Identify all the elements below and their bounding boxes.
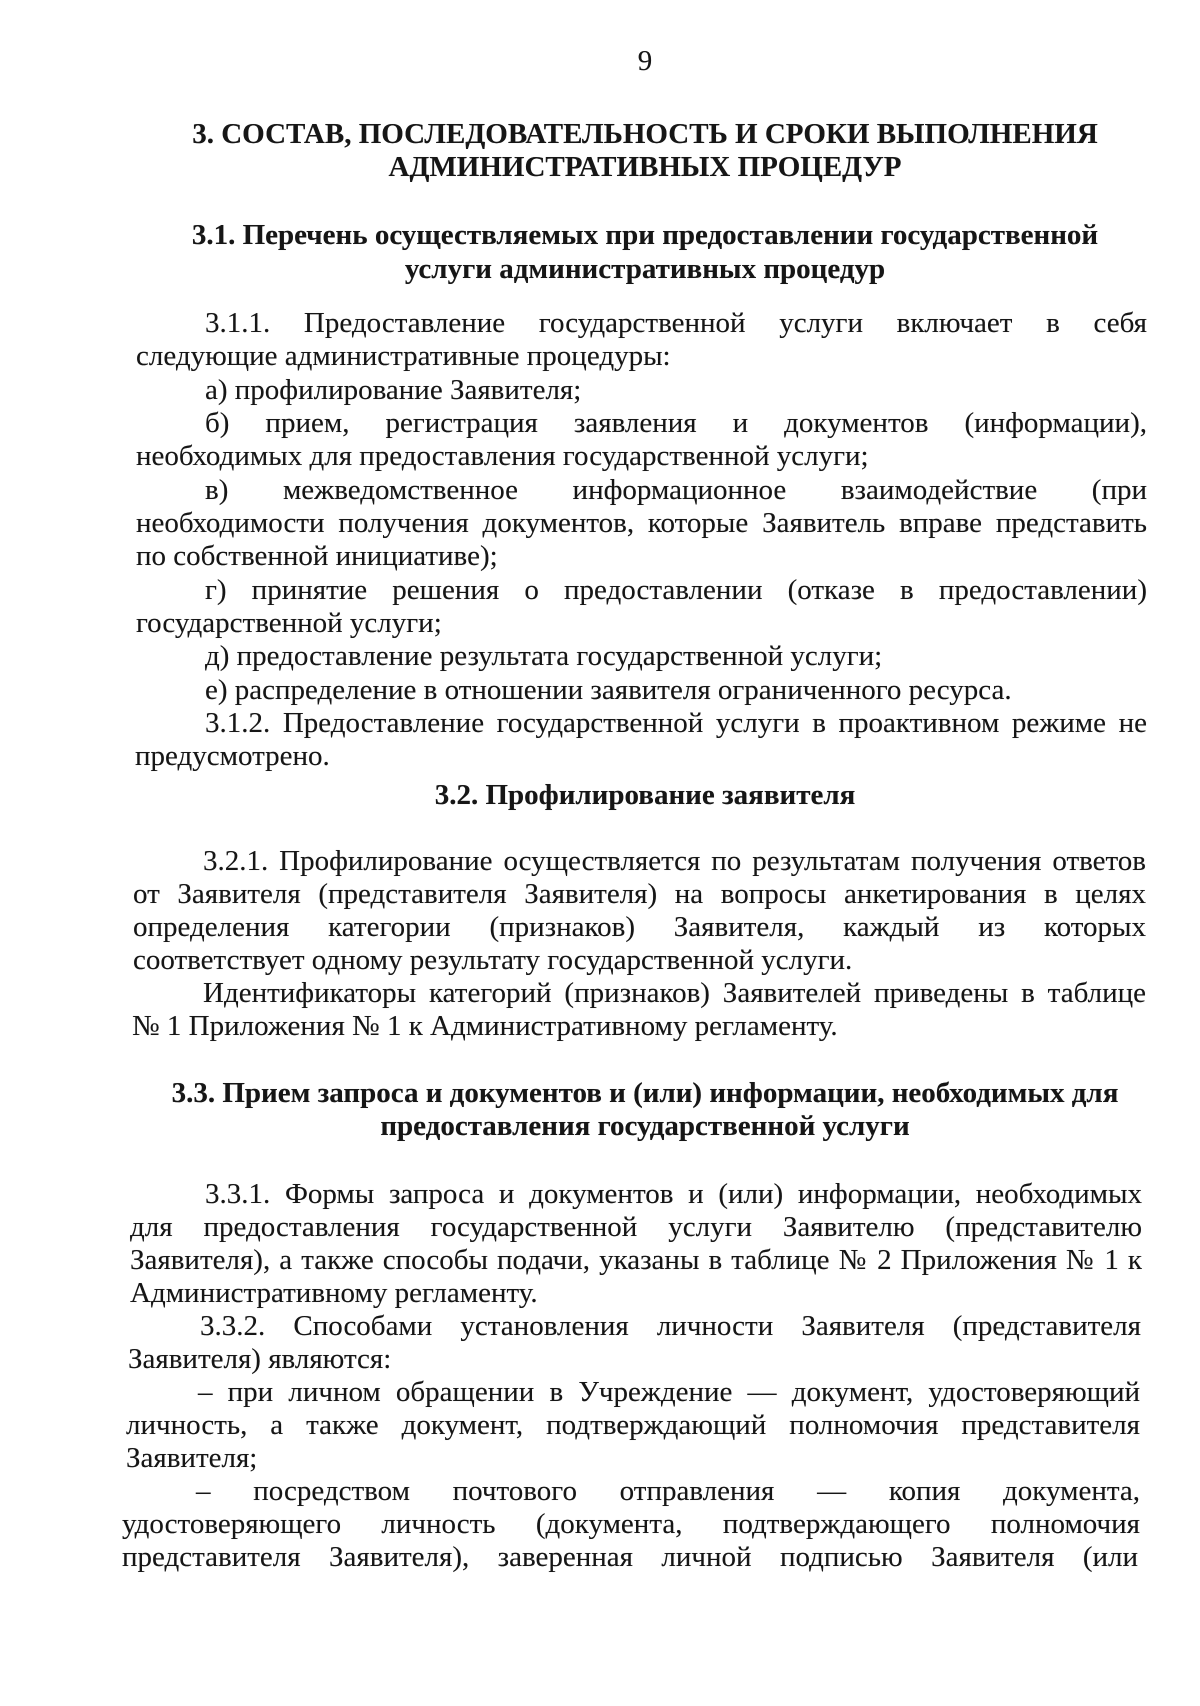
text-line: б) прием, регистрация заявления и документов (информации),	[205, 407, 1147, 439]
text-line: – посредством почтового отправления — копия документа,	[196, 1475, 1140, 1507]
text-line: а) профилирование Заявителя;	[205, 374, 582, 406]
text-line: необходимости получения документов, которые Заявитель вправе представить	[136, 507, 1147, 539]
text-line: Административному регламенту.	[130, 1277, 538, 1309]
text-line: для предоставления государственной услуги Заявителю (представителю	[130, 1211, 1142, 1243]
text-line: г) принятие решения о предоставлении (отказе в предоставлении)	[205, 574, 1147, 606]
text-line: следующие административные процедуры:	[136, 340, 671, 372]
section-heading-line: 3.2. Профилирование заявителя	[434, 779, 856, 811]
text-line: соответствует одному результату государственной услуги.	[133, 944, 853, 976]
text-line: предусмотрено.	[135, 740, 330, 772]
text-line: 3.2.1. Профилирование осуществляется по результатам получения ответов	[203, 845, 1146, 877]
text-line: по собственной инициативе);	[136, 540, 498, 572]
text-line: удостоверяющего личность (документа, подтверждающего полномочия	[122, 1508, 1140, 1540]
section-heading-line: 3.1. Перечень осуществляемых при предоставлении государственной	[191, 219, 1099, 251]
text-line: 3.1.2. Предоставление государственной услуги в проактивном режиме не	[205, 707, 1147, 739]
text-line: 3.3.1. Формы запроса и документов и (или) информации, необходимых	[205, 1178, 1142, 1210]
chapter-title-line: АДМИНИСТРАТИВНЫХ ПРОЦЕДУР	[388, 151, 902, 183]
section-heading-line: 3.3. Прием запроса и документов и (или) информации, необходимых для	[171, 1077, 1119, 1109]
text-line: в) межведомственное информационное взаимодействие (при	[205, 474, 1147, 506]
text-line: Заявителя), а также способы подачи, указаны в таблице № 2 Приложения № 1 к	[130, 1244, 1142, 1276]
text-line: 3.1.1. Предоставление государственной услуги включает в себя	[205, 307, 1147, 339]
text-line: от Заявителя (представителя Заявителя) на вопросы анкетирования в целях	[133, 878, 1146, 910]
text-line: необходимых для предоставления государственной услуги;	[136, 440, 869, 472]
chapter-title-line: 3. СОСТАВ, ПОСЛЕДОВАТЕЛЬНОСТЬ И СРОКИ ВЫПОЛНЕНИЯ	[192, 118, 1098, 150]
text-line: д) предоставление результата государственной услуги;	[205, 640, 883, 672]
section-heading-line: услуги административных процедур	[404, 253, 886, 285]
text-line: № 1 Приложения № 1 к Административному регламенту.	[132, 1010, 838, 1042]
text-line: Заявителя;	[126, 1442, 258, 1474]
text-line: – при личном обращении в Учреждение — документ, удостоверяющий	[198, 1376, 1140, 1408]
text-line: 3.3.2. Способами установления личности Заявителя (представителя	[200, 1310, 1141, 1342]
text-line: Идентификаторы категорий (признаков) Заявителей приведены в таблице	[203, 977, 1146, 1009]
text-line: Заявителя) являются:	[128, 1343, 392, 1375]
page-number: 9	[637, 45, 653, 77]
text-line: представителя Заявителя), заверенная личной подписью Заявителя (или	[122, 1541, 1138, 1573]
text-line: государственной услуги;	[136, 607, 442, 639]
section-heading-line: предоставления государственной услуги	[380, 1110, 910, 1142]
text-line: личность, а также документ, подтверждающий полномочия представителя	[126, 1409, 1140, 1441]
text-line: определения категории (признаков) Заявителя, каждый из которых	[133, 911, 1146, 943]
text-line: е) распределение в отношении заявителя ограниченного ресурса.	[205, 674, 1012, 706]
